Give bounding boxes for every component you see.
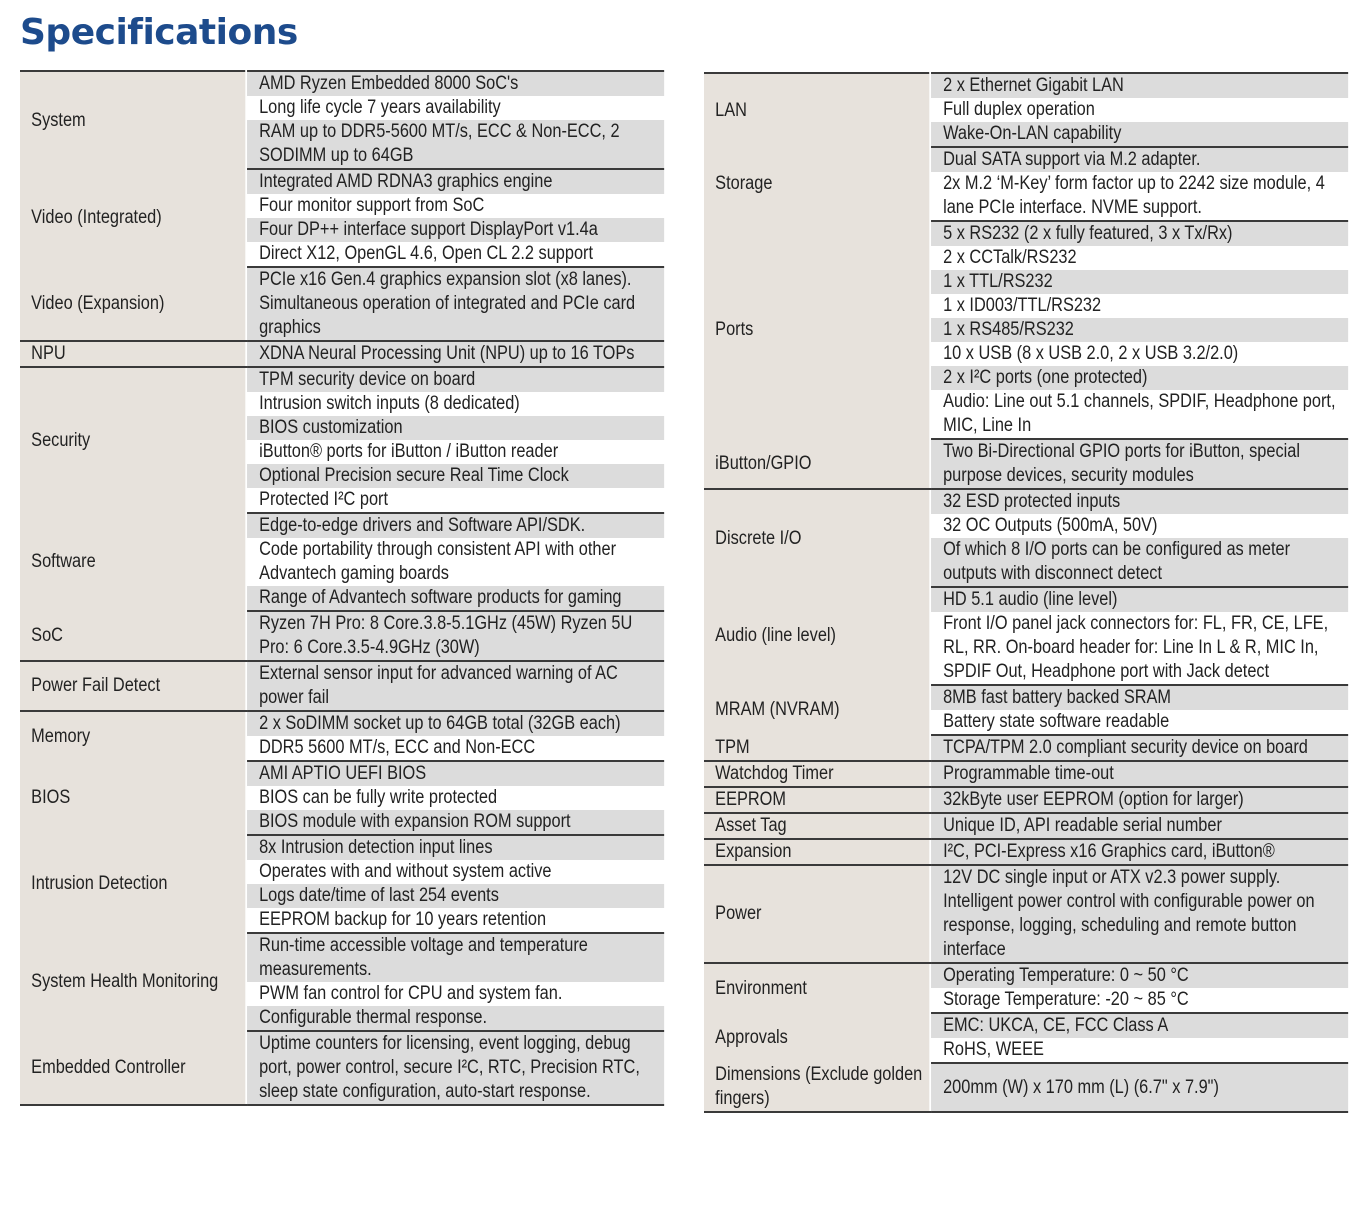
spec-label: LAN: [704, 73, 930, 147]
spec-row-video-expansion: [20, 267, 664, 341]
spec-row-intrusion-detection: [20, 835, 664, 860]
spec-label: Asset Tag: [704, 813, 930, 839]
spec-value: Configurable thermal response.: [246, 1006, 664, 1031]
spec-row-mram-nvram: [704, 685, 1348, 710]
spec-row-watchdog-timer: [704, 761, 1348, 787]
spec-value: 32 OC Outputs (500mA, 50V): [930, 514, 1348, 538]
spec-value: XDNA Neural Processing Unit (NPU) up to 16 TOPs: [246, 341, 664, 367]
spec-row-npu: [20, 341, 664, 367]
spec-value: Programmable time-out: [930, 761, 1348, 787]
spec-row-bios: [20, 761, 664, 786]
spec-label: iButton/GPIO: [704, 439, 930, 489]
spec-value: BIOS customization: [246, 416, 664, 440]
spec-value: TPM security device on board: [246, 367, 664, 392]
spec-value: Storage Temperature: -20 ~ 85 °C: [930, 988, 1348, 1013]
spec-row-power: [704, 865, 1348, 963]
spec-label: BIOS: [20, 761, 246, 835]
spec-value: 2 x CCTalk/RS232: [930, 246, 1348, 270]
spec-label: Embedded Controller: [20, 1031, 246, 1105]
spec-value: Wake-On-LAN capability: [930, 122, 1348, 147]
spec-row-video-integrated: [20, 169, 664, 194]
spec-label: SoC: [20, 611, 246, 661]
specs-table-right-body: [704, 73, 1348, 1112]
spec-label: Discrete I/O: [704, 489, 930, 587]
spec-value: Full duplex operation: [930, 98, 1348, 122]
spec-value: Four monitor support from SoC: [246, 194, 664, 218]
specs-table-right: [704, 72, 1348, 1113]
spec-value: PWM fan control for CPU and system fan.: [246, 982, 664, 1006]
spec-row-soc: [20, 611, 664, 661]
spec-label: EEPROM: [704, 787, 930, 813]
spec-row-tpm: [704, 735, 1348, 761]
spec-label: Ports: [704, 221, 930, 439]
spec-value: 2x M.2 ‘M-Key’ form factor up to 2242 size module, 4 lane PCIe interface. NVME support.: [930, 172, 1348, 221]
spec-value: AMD Ryzen Embedded 8000 SoC's: [246, 71, 664, 96]
spec-value: 12V DC single input or ATX v2.3 power supply. Intelligent power control with configurable power on response, logging, scheduling and remote button interface: [930, 865, 1348, 963]
spec-value: iButton® ports for iButton / iButton reader: [246, 440, 664, 464]
spec-value: Code portability through consistent API with other Advantech gaming boards: [246, 538, 664, 586]
spec-value: Operating Temperature: 0 ~ 50 °C: [930, 963, 1348, 988]
spec-value: 2 x Ethernet Gigabit LAN: [930, 73, 1348, 98]
spec-value: Operates with and without system active: [246, 860, 664, 884]
spec-value: 200mm (W) x 170 mm (L) (6.7" x 7.9"): [930, 1063, 1348, 1112]
spec-value: 1 x RS485/RS232: [930, 318, 1348, 342]
spec-value: Audio: Line out 5.1 channels, SPDIF, Headphone port, MIC, Line In: [930, 390, 1348, 439]
spec-value: BIOS can be fully write protected: [246, 786, 664, 810]
spec-value: External sensor input for advanced warning of AC power fail: [246, 661, 664, 711]
spec-row-asset-tag: [704, 813, 1348, 839]
spec-value: I²C, PCI-Express x16 Graphics card, iButton®: [930, 839, 1348, 865]
spec-value: PCIe x16 Gen.4 graphics expansion slot (x8 lanes). Simultaneous operation of integrated and PCIe card graphics: [246, 267, 664, 341]
spec-value: DDR5 5600 MT/s, ECC and Non-ECC: [246, 736, 664, 761]
spec-label: MRAM (NVRAM): [704, 685, 930, 735]
spec-label: System Health Monitoring: [20, 933, 246, 1031]
spec-label: Intrusion Detection: [20, 835, 246, 933]
spec-value: Protected I²C port: [246, 488, 664, 513]
spec-value: Ryzen 7H Pro: 8 Core.3.8-5.1GHz (45W) Ryzen 5U Pro: 6 Core.3.5-4.9GHz (30W): [246, 611, 664, 661]
spec-label: Storage: [704, 147, 930, 221]
spec-row-lan: [704, 73, 1348, 98]
spec-value: 8x Intrusion detection input lines: [246, 835, 664, 860]
spec-value: Two Bi-Directional GPIO ports for iButton, special purpose devices, security modules: [930, 439, 1348, 489]
spec-value: BIOS module with expansion ROM support: [246, 810, 664, 835]
spec-value: Four DP++ interface support DisplayPort v1.4a: [246, 218, 664, 242]
spec-row-environment: [704, 963, 1348, 988]
spec-row-software: [20, 513, 664, 538]
spec-value: 2 x SoDIMM socket up to 64GB total (32GB each): [246, 711, 664, 736]
spec-label: NPU: [20, 341, 246, 367]
spec-label: Dimensions (Exclude golden fingers): [704, 1063, 930, 1112]
spec-value: Battery state software readable: [930, 710, 1348, 735]
spec-row-power-fail-detect: [20, 661, 664, 711]
spec-row-embedded-controller: [20, 1031, 664, 1105]
spec-row-memory: [20, 711, 664, 736]
spec-value: 10 x USB (8 x USB 2.0, 2 x USB 3.2/2.0): [930, 342, 1348, 366]
spec-value: Long life cycle 7 years availability: [246, 96, 664, 120]
spec-row-ports: [704, 221, 1348, 246]
spec-row-eeprom: [704, 787, 1348, 813]
spec-value: 2 x I²C ports (one protected): [930, 366, 1348, 390]
spec-row-audio-line-level: [704, 587, 1348, 612]
spec-value: Dual SATA support via M.2 adapter.: [930, 147, 1348, 172]
page-title: Specifications: [20, 12, 298, 53]
spec-row-storage: [704, 147, 1348, 172]
spec-value: 32 ESD protected inputs: [930, 489, 1348, 514]
spec-value: Intrusion switch inputs (8 dedicated): [246, 392, 664, 416]
spec-label: Power Fail Detect: [20, 661, 246, 711]
spec-label: Expansion: [704, 839, 930, 865]
spec-row-system-health-monitoring: [20, 933, 664, 982]
spec-value: Integrated AMD RDNA3 graphics engine: [246, 169, 664, 194]
spec-value: Unique ID, API readable serial number: [930, 813, 1348, 839]
spec-label: Video (Expansion): [20, 267, 246, 341]
spec-value: RAM up to DDR5-5600 MT/s, ECC & Non-ECC, 2 SODIMM up to 64GB: [246, 120, 664, 169]
spec-value: Range of Advantech software products for gaming: [246, 586, 664, 611]
spec-value: Edge-to-edge drivers and Software API/SDK.: [246, 513, 664, 538]
spec-label: Environment: [704, 963, 930, 1013]
spec-value: Uptime counters for licensing, event logging, debug port, power control, secure I²C, RTC, Precision RTC, sleep state configuration, auto-start response.: [246, 1031, 664, 1105]
spec-row-approvals: [704, 1013, 1348, 1038]
spec-value: 1 x TTL/RS232: [930, 270, 1348, 294]
spec-value: Optional Precision secure Real Time Clock: [246, 464, 664, 488]
specs-table-left: [20, 70, 664, 1106]
spec-value: 5 x RS232 (2 x fully featured, 3 x Tx/Rx): [930, 221, 1348, 246]
spec-value: 32kByte user EEPROM (option for larger): [930, 787, 1348, 813]
spec-row-system: [20, 71, 664, 96]
spec-row-dimensions-exclude-golden-fingers: [704, 1063, 1348, 1112]
spec-value: Of which 8 I/O ports can be configured as meter outputs with disconnect detect: [930, 538, 1348, 587]
spec-value: AMI APTIO UEFI BIOS: [246, 761, 664, 786]
spec-row-ibutton-gpio: [704, 439, 1348, 489]
spec-label: Audio (line level): [704, 587, 930, 685]
spec-value: RoHS, WEEE: [930, 1038, 1348, 1063]
spec-row-expansion: [704, 839, 1348, 865]
spec-label: Security: [20, 367, 246, 513]
spec-label: System: [20, 71, 246, 169]
spec-value: EEPROM backup for 10 years retention: [246, 908, 664, 933]
spec-value: TCPA/TPM 2.0 compliant security device on board: [930, 735, 1348, 761]
spec-value: 8MB fast battery backed SRAM: [930, 685, 1348, 710]
spec-value: Logs date/time of last 254 events: [246, 884, 664, 908]
spec-label: Memory: [20, 711, 246, 761]
spec-value: EMC: UKCA, CE, FCC Class A: [930, 1013, 1348, 1038]
spec-row-discrete-i-o: [704, 489, 1348, 514]
spec-value: Direct X12, OpenGL 4.6, Open CL 2.2 support: [246, 242, 664, 267]
spec-value: Front I/O panel jack connectors for: FL, FR, CE, LFE, RL, RR. On-board header for: Line In L & R, MIC In, SPDIF Out, Headphone port with Jack detect: [930, 612, 1348, 685]
spec-label: Video (Integrated): [20, 169, 246, 267]
spec-value: Run-time accessible voltage and temperature measurements.: [246, 933, 664, 982]
spec-value: HD 5.1 audio (line level): [930, 587, 1348, 612]
spec-label: Power: [704, 865, 930, 963]
spec-label: Software: [20, 513, 246, 611]
spec-value: 1 x ID003/TTL/RS232: [930, 294, 1348, 318]
spec-row-security: [20, 367, 664, 392]
spec-label: Watchdog Timer: [704, 761, 930, 787]
spec-label: Approvals: [704, 1013, 930, 1063]
specs-table-left-body: [20, 71, 664, 1105]
spec-label: TPM: [704, 735, 930, 761]
